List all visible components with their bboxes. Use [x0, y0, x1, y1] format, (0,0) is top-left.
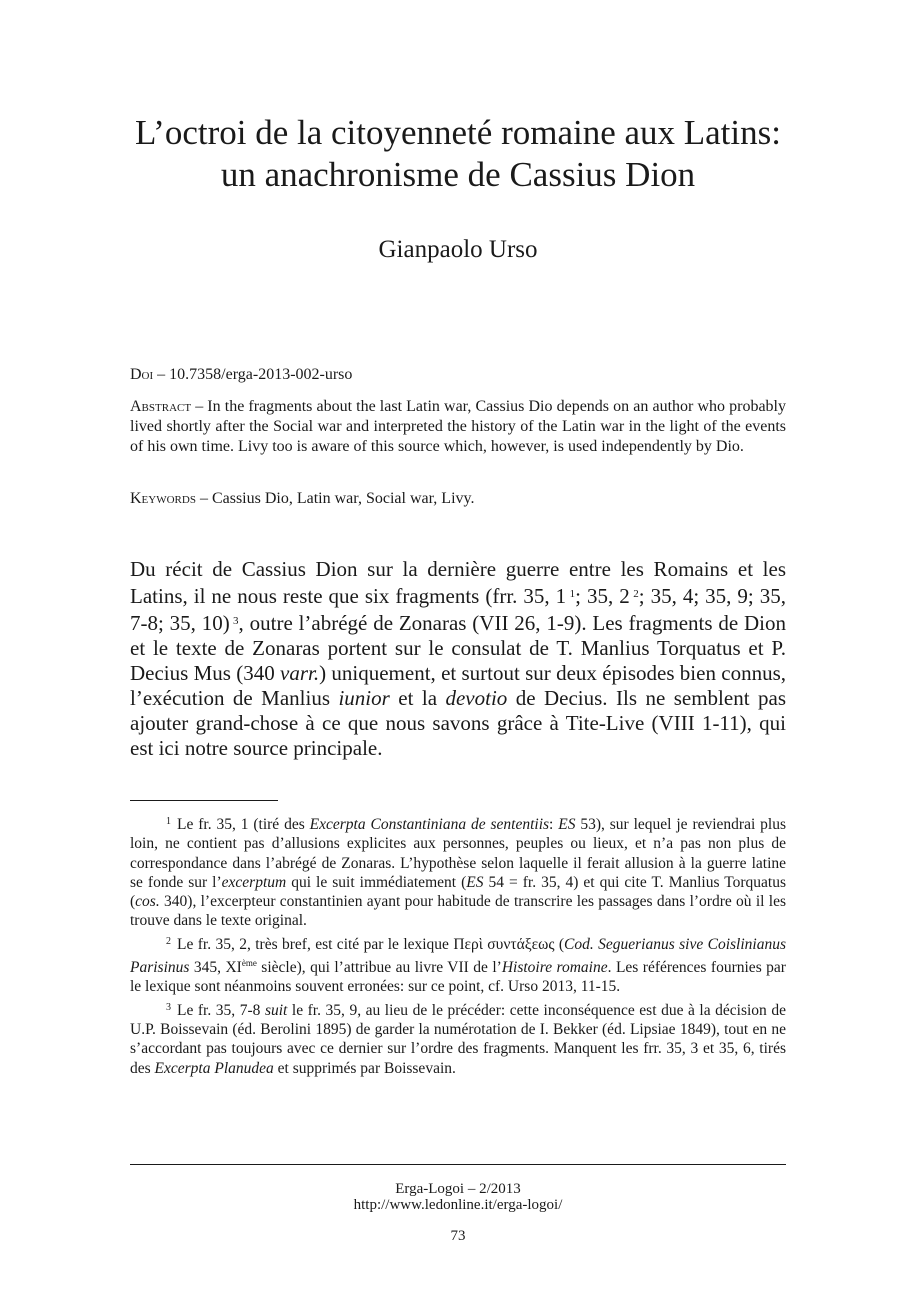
footnote-text: Le fr. 35, 7-8 [177, 1001, 265, 1019]
body-text-segment: Du récit de Cassius Dion sur la dernière guerre entre les Romains et les Latins, il ne nous reste que six fragments (frr. 35, 1 [130, 557, 786, 608]
superscript: ème [241, 958, 257, 969]
italic-term: Excerpta Constantiniana de sententiis [309, 816, 550, 833]
italic-term: suit [264, 1001, 288, 1019]
doi-value: – 10.7358/erga-2013-002-urso [153, 366, 353, 383]
footer-rule [130, 1164, 786, 1165]
abstract-text: – In the fragments about the last Latin war, Cassius Dio depends on an author who probably lived shortly after the Social war and interpreted the history of the Latin war in the light of the events of his own time. Livy too is aware of this source which, however, is used independently by Dio. [130, 398, 786, 455]
author-name: Gianpaolo Urso [378, 236, 538, 263]
abstract [130, 397, 786, 457]
footnote-2 [130, 932, 786, 997]
title-line-1: L’octroi de la citoyenneté romaine aux Latins: [135, 113, 781, 152]
keywords-text: – Cassius Dio, Latin war, Social war, Livy. [195, 490, 475, 507]
body-text-segment: , outre l’abrégé de Zonaras (VII 26, 1-9). Les fragments de Dion et le texte de Zonaras portent sur le consulat de T. Manlius Torquatus et P. Decius Mus (340 [130, 611, 786, 685]
italic-term: ES [466, 873, 484, 891]
footnote-text: Le fr. 35, 2, très bref, est cité par le lexique Περὶ συντάξεως ( [177, 935, 565, 953]
footnotes [130, 812, 786, 1079]
article-title [100, 112, 816, 196]
footnote-3 [130, 998, 786, 1078]
body-text-segment: de Decius. Ils ne semblent pas ajouter grand-chose à ce que nous savons grâce à Tite-Live (VIII 1-11), qui est ici notre source principale. [130, 686, 786, 760]
footnote-separator [130, 800, 278, 801]
footnote-text: 54 = fr. 35, 4) et qui cite T. Manlius Torquatus ( [130, 873, 786, 911]
italic-term: varr. [280, 661, 320, 685]
footnote-text: 345, XI [189, 959, 242, 977]
footnote-text: 340), l’excerpteur constantinien ayant pour habitude de transcrire les passages dans l’ordre où il les trouve dans le texte original. [130, 893, 786, 930]
italic-term: excerptum [221, 873, 287, 891]
italic-term: ES [558, 816, 576, 833]
footnote-text: . Les références fournies par le lexique sont néanmoins souvent erronées: sur ce point, cf. Urso 2013, 11-15. [130, 959, 786, 996]
footnote-text: : [549, 816, 559, 833]
footnote-text: le fr. 35, 9, au lieu de le précéder: cette inconséquence est due à la décision de U.P. Boissevain (éd. Berolini 1895) de garder la numérotation de I. Bekker (éd. Lipsiae 1849), tout en ne s’accordant pas toujours avec ce dernier sur l’ordre des fragments. Manquent les frr. 35, 3 et 35, 6, tirés des [130, 1001, 786, 1077]
body-text-segment: ; 35, 2 [575, 584, 630, 608]
journal-url[interactable]: http://www.ledonline.it/erga-logoi/ [353, 1197, 563, 1213]
doi-line [130, 365, 786, 385]
footnote-1 [130, 812, 786, 931]
italic-term: devotio [445, 686, 508, 710]
footnote-text: siècle), qui l’attribue au livre VII de l’ [256, 959, 502, 977]
body-paragraph [130, 557, 786, 761]
footnote-number: 3 [166, 1001, 171, 1013]
footnote-text: et supprimés par Boissevain. [273, 1059, 456, 1077]
italic-term: Histoire romaine [501, 959, 608, 977]
keywords [130, 489, 786, 509]
footnote-ref-1[interactable]: 1 [566, 588, 576, 600]
body-text-segment: et la [389, 686, 446, 710]
body-text-segment: ; 35, 4; 35, 9; 35, 7-8; 35, 10) [130, 584, 786, 635]
footnote-text: Le fr. 35, 1 (tiré des [177, 816, 310, 833]
footnote-number: 2 [166, 935, 171, 947]
doi-label: Doi [130, 366, 154, 383]
abstract-label: Abstract [130, 398, 192, 415]
footnote-text: 53), sur lequel je reviendrai plus loin, ne contient pas d’allusions explicites aux personnes, peuples ou lieux, et n’a pas non plus de correspondance dans l’abrégé de Zonaras. L’hypothèse selon laquelle il ferait allusion à la guerre latine se fonde sur l’ [130, 816, 786, 891]
italic-term: iunior [338, 686, 390, 710]
page-number: 73 [450, 1228, 466, 1244]
footnote-ref-3[interactable]: 3 [229, 615, 239, 627]
title-line-2: un anachronisme de Cassius Dion [220, 155, 696, 194]
italic-term: cos. [135, 893, 160, 911]
italic-term: Cod. Seguerianus sive Coislinianus Parisinus [130, 935, 786, 977]
journal-info: Erga-Logoi – 2/2013 [395, 1181, 521, 1197]
keywords-label: Keywords [130, 490, 196, 507]
body-text-segment: ) uniquement, et surtout sur deux épisodes bien connus, l’exécution de Manlius [130, 661, 786, 710]
italic-term: Excerpta Planudea [154, 1059, 274, 1077]
footnote-number: 1 [166, 816, 171, 827]
footnote-text: qui le suit immédiatement ( [286, 873, 467, 891]
footnote-ref-2[interactable]: 2 [629, 588, 639, 600]
